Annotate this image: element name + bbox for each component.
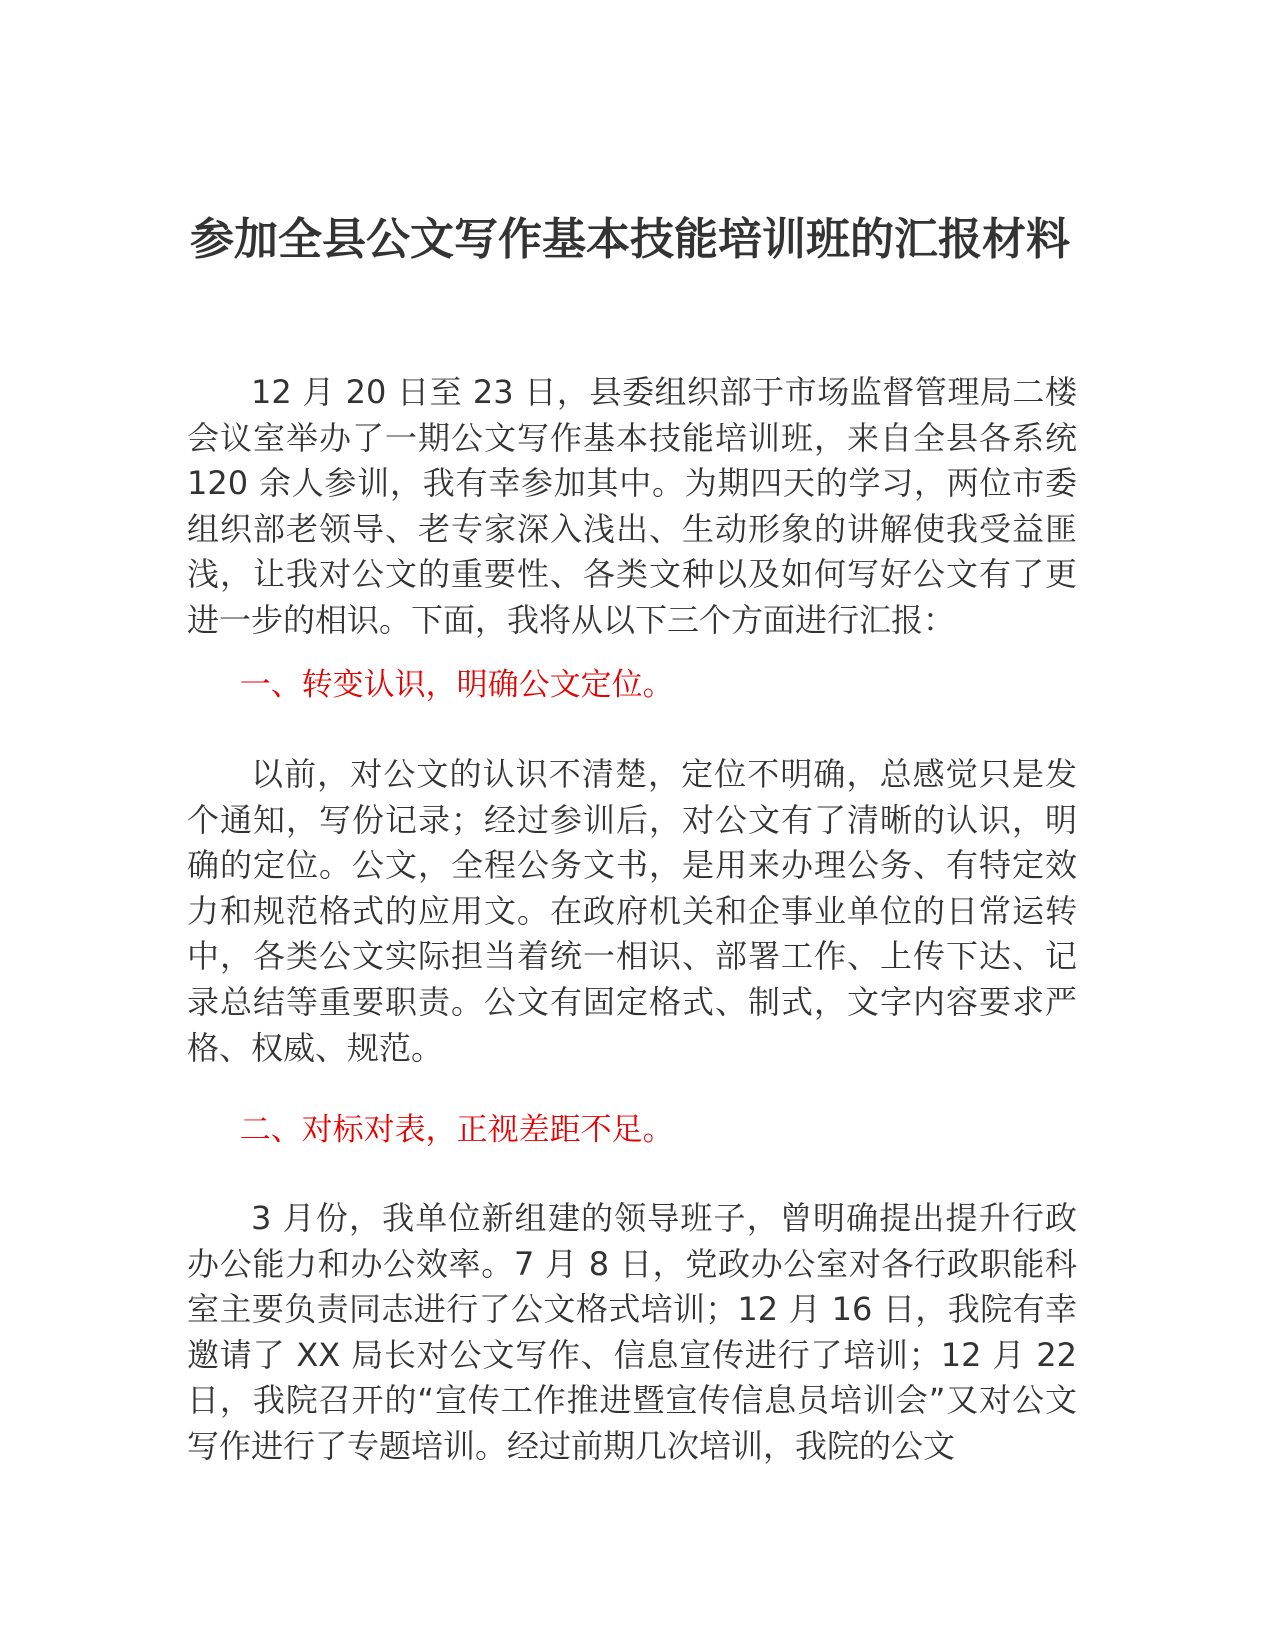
intro-paragraph: 12 月 20 日至 23 日，县委组织部于市场监督管理局二楼会议室举办了一期公文写作基本技能培训班，来自全县各系统 120 余人参训，我有幸参加其中。为期四天的学习，两位市委组织部老领导、老专家深入浅出、生动形象的讲解使我受益匪浅，让我对公文的重要性、各类文种以及如何写好公文有了更进一步的相识。下面，我将从以下三个方面进行汇报： — [187, 373, 1077, 639]
section-2-paragraph: 3 月份，我单位新组建的领导班子，曾明确提出提升行政办公能力和办公效率。7 月 8 日，党政办公室对各行政职能科室主要负责同志进行了公文格式培训；12 月 16 日，我院有幸邀请了 XX 局长对公文写作、信息宣传进行了培训；12 月 22 日，我院召开的“宣传工作推进暨宣传信息员培训会”又对公文写作进行了专题培训。经过前期几次培训，我院的公文 — [187, 1199, 1077, 1465]
document-title: 参加全县公文写作基本技能培训班的汇报材料 — [190, 214, 1070, 265]
section-heading-1: 一、转变认识，明确公文定位。 — [239, 667, 674, 703]
section-heading-2: 二、对标对表，正视差距不足。 — [239, 1112, 674, 1148]
section-1-paragraph: 以前，对公文的认识不清楚，定位不明确，总感觉只是发个通知，写份记录；经过参训后，对公文有了清晰的认识，明确的定位。公文，全程公务文书，是用来办理公务、有特定效力和规范格式的应用文。在政府机关和企事业单位的日常运转中，各类公文实际担当着统一相识、部署工作、上传下达、记录总结等重要职责。公文有固定格式、制式，文字内容要求严格、权威、规范。 — [187, 755, 1077, 1067]
